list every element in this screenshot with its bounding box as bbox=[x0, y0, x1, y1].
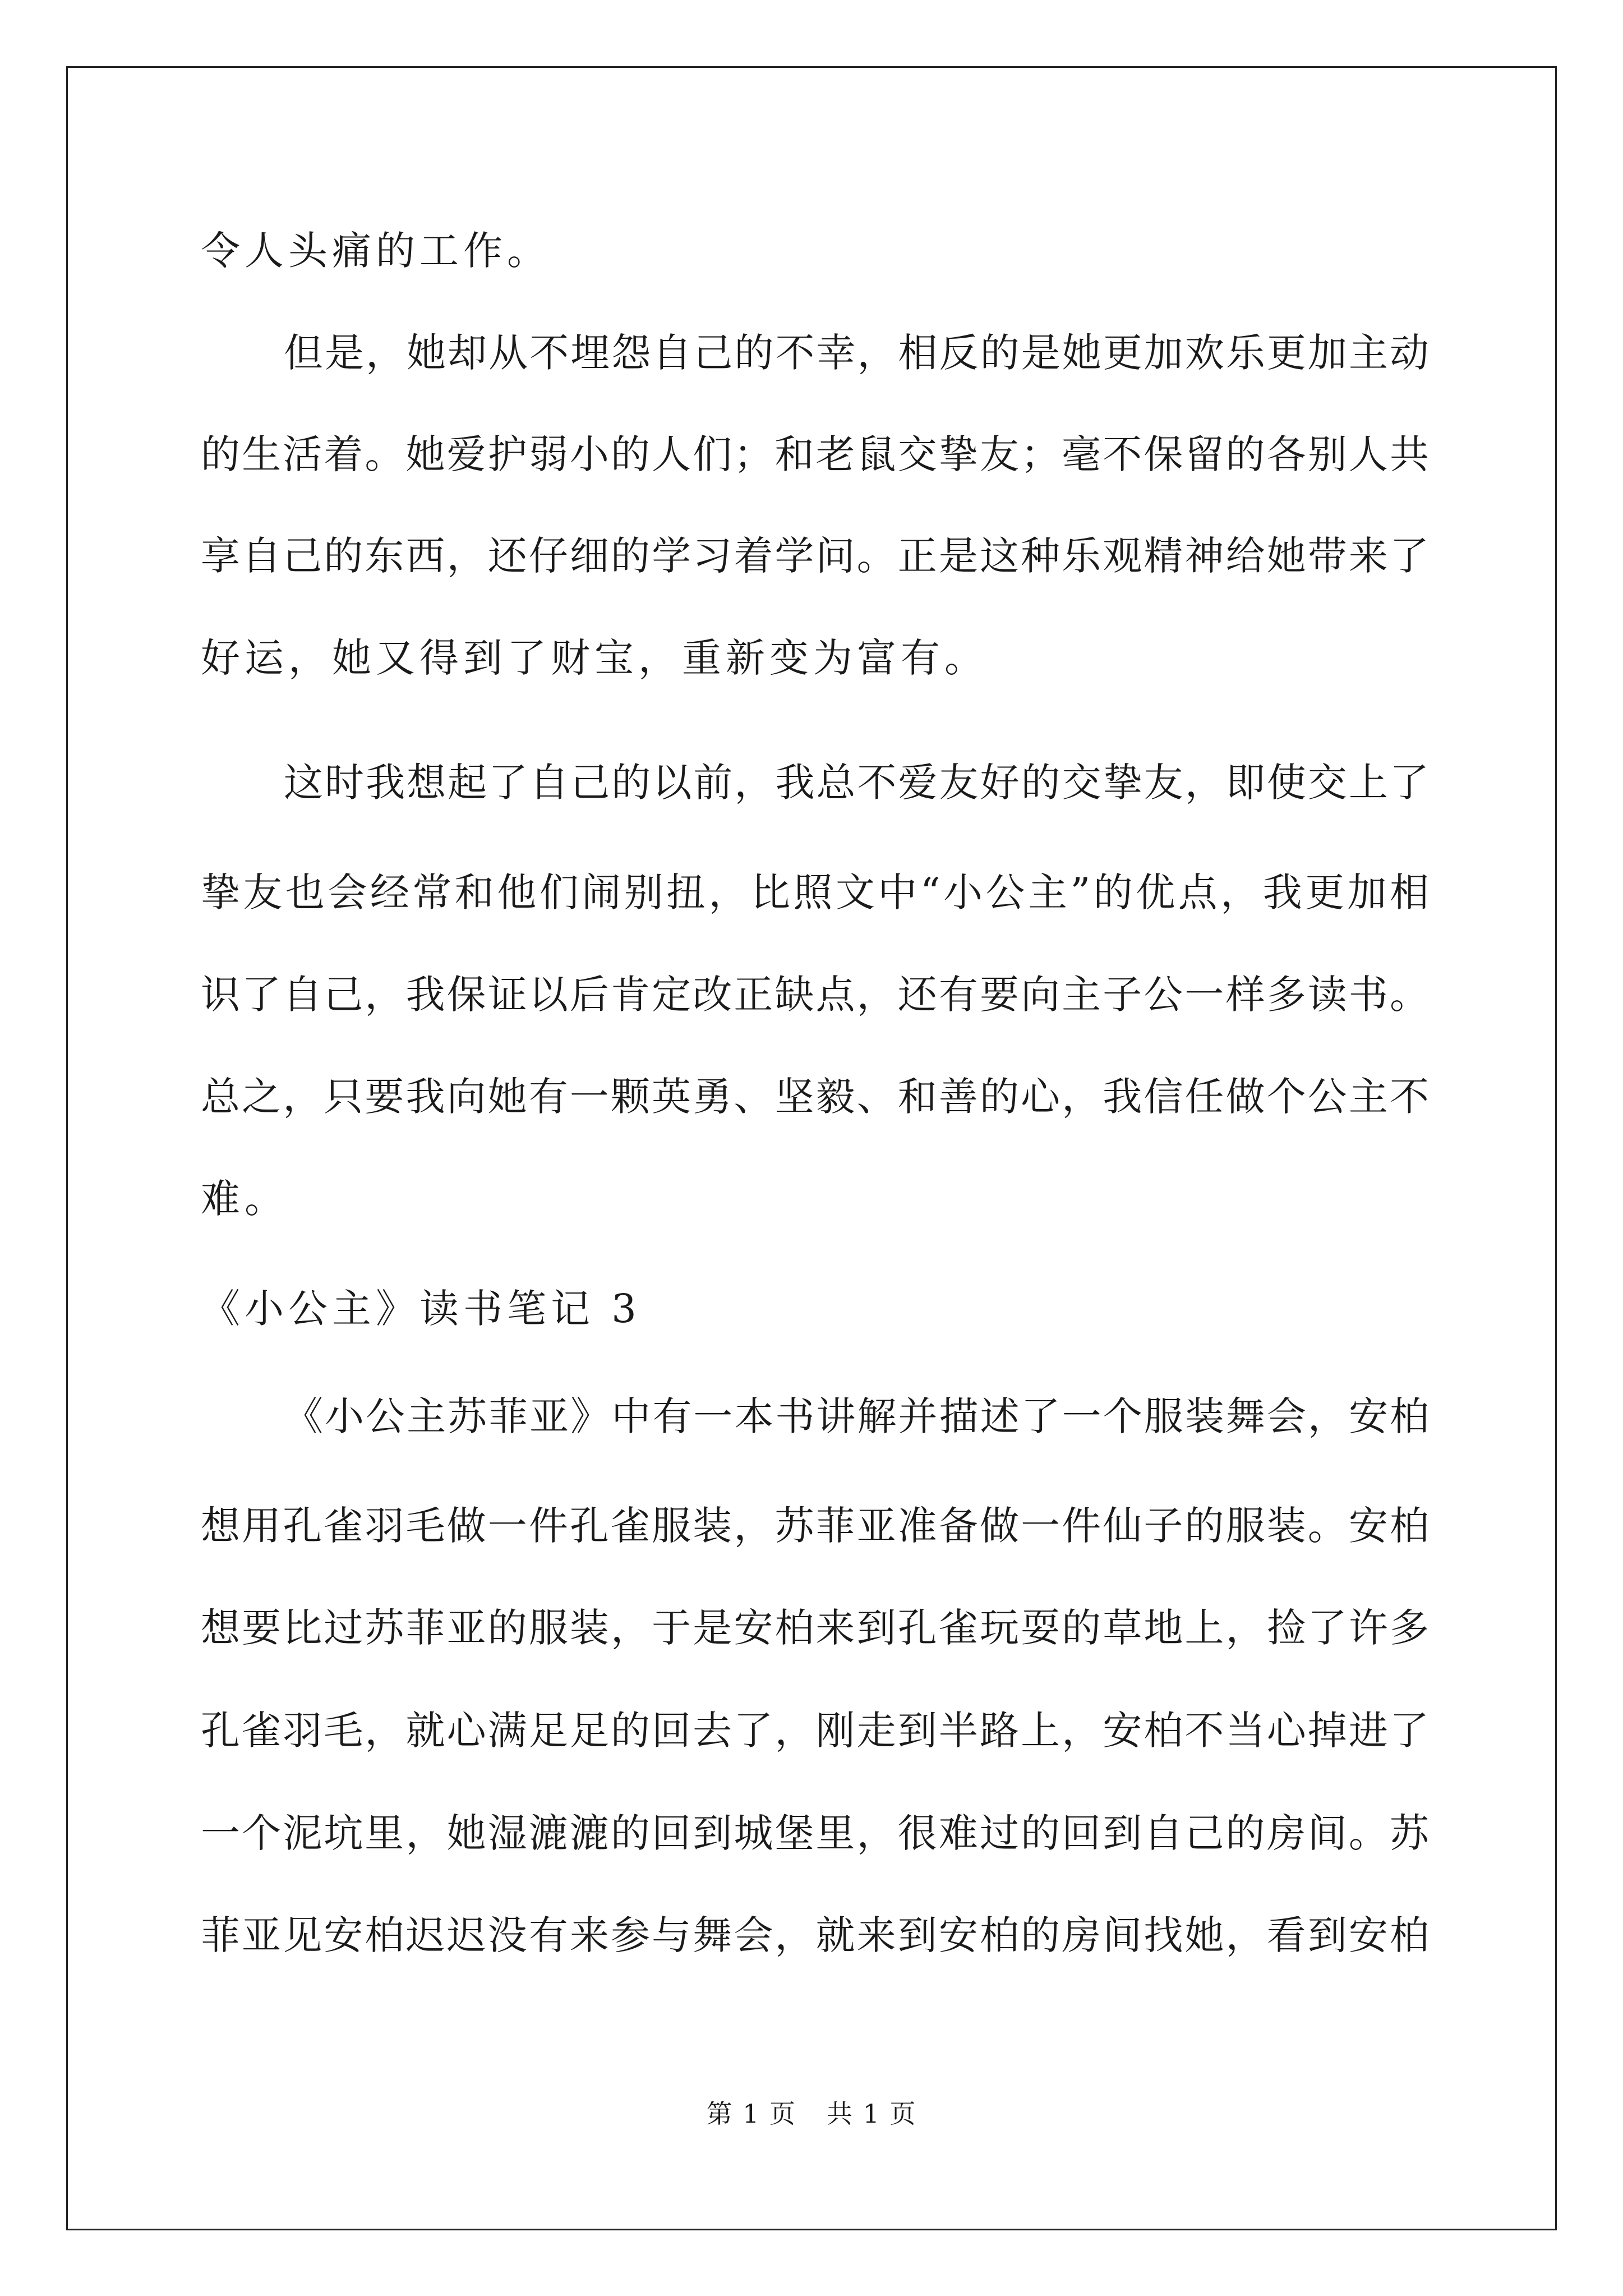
paragraph-line: 想要比过苏菲亚的服装，于是安柏来到孔雀玩耍的草地上，捡了许多 bbox=[201, 1605, 1429, 1651]
paragraph-line: 总之，只要我向她有一颗英勇、坚毅、和善的心，我信任做个公主不 bbox=[201, 1074, 1429, 1120]
page-number: 第 1 页 bbox=[706, 2099, 796, 2129]
paragraph-line: 孔雀羽毛，就心满足足的回去了，刚走到半路上，安柏不当心掉进了 bbox=[201, 1708, 1429, 1754]
paragraph-line: 挚友也会经常和他们闹别扭，比照文中“小公主”的优点，我更加相 bbox=[201, 869, 1429, 915]
paragraph-line: 菲亚见安柏迟迟没有来参与舞会，就来到安柏的房间找她，看到安柏 bbox=[201, 1912, 1429, 1958]
paragraph-line: 令人头痛的工作。 bbox=[201, 228, 551, 274]
paragraph-line: 《小公主苏菲亚》中有一本书讲解并描述了一个服装舞会，安柏 bbox=[284, 1393, 1429, 1439]
page-footer bbox=[0, 2097, 1623, 2131]
paragraph-line: 的生活着。她爱护弱小的人们；和老鼠交挚友；毫不保留的各别人共 bbox=[201, 431, 1429, 477]
paragraph-line: 享自己的东西，还仔细的学习着学问。正是这种乐观精神给她带来了 bbox=[201, 533, 1429, 579]
paragraph-line: 识了自己，我保证以后肯定改正缺点，还有要向主子公一样多读书。 bbox=[201, 972, 1429, 1018]
section-heading: 《小公主》读书笔记 3 bbox=[201, 1286, 641, 1332]
paragraph-line: 一个泥坑里，她湿漉漉的回到城堡里，很难过的回到自己的房间。苏 bbox=[201, 1810, 1429, 1856]
paragraph-line: 好运，她又得到了财宝，重新变为富有。 bbox=[201, 635, 988, 681]
paragraph-line: 难。 bbox=[201, 1176, 288, 1222]
page-total: 共 1 页 bbox=[827, 2099, 917, 2129]
paragraph-line: 想用孔雀羽毛做一件孔雀服装，苏菲亚准备做一件仙子的服装。安柏 bbox=[201, 1503, 1429, 1549]
paragraph-line: 这时我想起了自己的以前，我总不爱友好的交挚友，即使交上了 bbox=[284, 760, 1429, 806]
paragraph-line: 但是，她却从不埋怨自己的不幸，相反的是她更加欢乐更加主动 bbox=[284, 330, 1429, 376]
